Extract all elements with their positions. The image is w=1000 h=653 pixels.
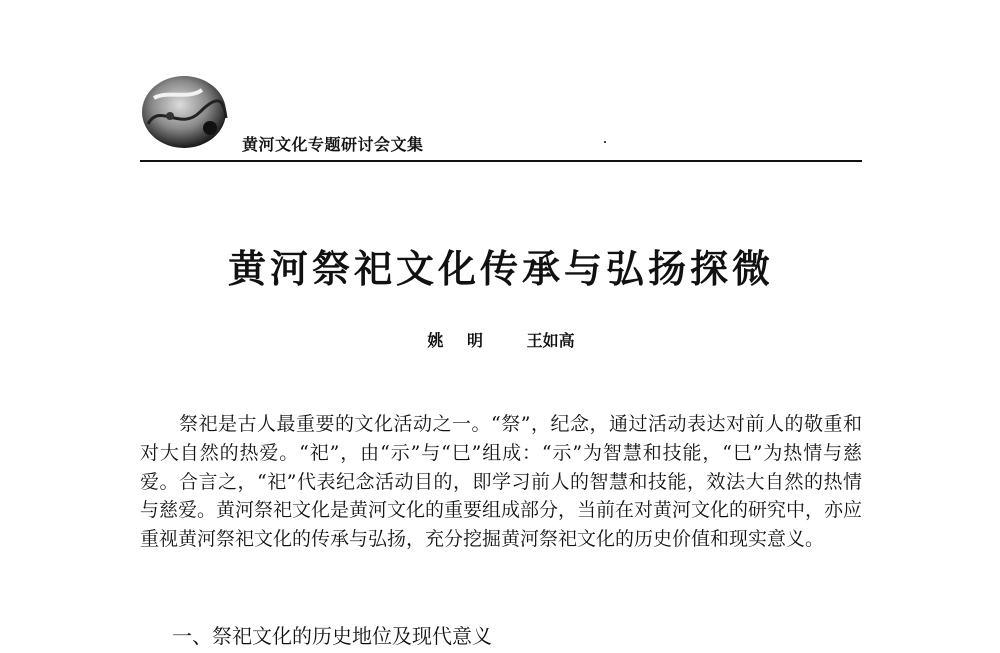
conference-logo <box>140 72 232 150</box>
decorative-dot <box>604 141 606 143</box>
series-title: 黄河文化专题研讨会文集 <box>242 135 424 154</box>
author-list <box>140 328 862 351</box>
header-rule <box>140 160 862 162</box>
article-title: 黄河祭祀文化传承与弘扬探微 <box>227 246 774 291</box>
intro-paragraph: 祭祀是古人最重要的文化活动之一。“祭”，纪念，通过活动表达对前人的敬重和对大自然的热爱。“祀”，由“示”与“巳”组成：“示”为智慧和技能，“巳”为热情与慈爱。合言之，“祀”代表纪念活动目的，即学习前人的智慧和技能，效法大自然的热情与慈爱。黄河祭祀文化是黄河文化的重要组成部分，当前在对黄河文化的研究中，亦应重视黄河祭祀文化的传承与弘扬，充分挖掘黄河祭祀文化的历史价值和现实意义。 <box>140 413 863 551</box>
section-heading: 一、祭祀文化的历史地位及现代意义 <box>172 624 492 648</box>
author-name: 王如高 <box>526 331 575 350</box>
author-name: 姚 明 <box>427 331 483 350</box>
